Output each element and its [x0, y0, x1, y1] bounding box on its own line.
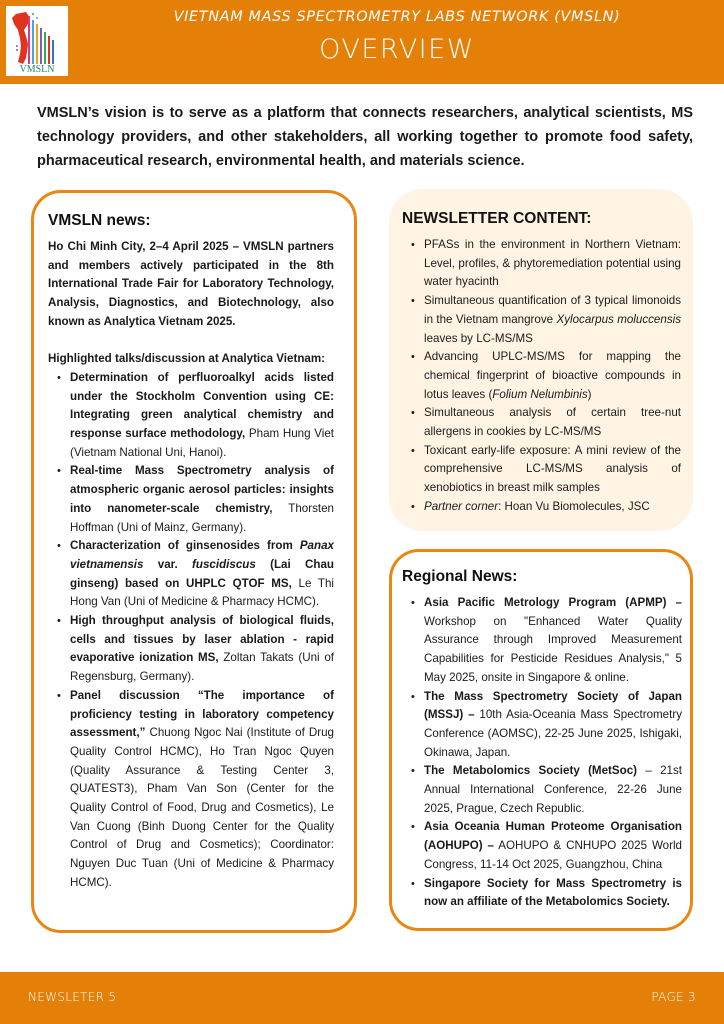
talk-item: • Characterization of ginsenosides from Panax vietnamensis var. fuscidiscus (Lai Chau ginseng) based on UHPLC QTOF MS, Le Thi Hong Van (Uni of Medicine & Pharmacy HCMC). — [70, 537, 334, 612]
highlighted-talks-heading: Highlighted talks/discussion at Analytica Vietnam: — [48, 352, 326, 366]
regional-item: • The Metabolomics Society (MetSoc) – 21st Annual International Conference, 22-26 June 2025, Prague, Czech Republic. — [424, 762, 682, 818]
newsletter-content-list — [402, 236, 681, 517]
content-item: • Simultaneous quantification of 3 typical limonoids in the Vietnam mangrove Xylocarpus moluccensis leaves by LC-MS/MS — [424, 292, 681, 348]
network-name: VIETNAM MASS SPECTROMETRY LABS NETWORK (VMSLN) — [173, 9, 621, 25]
newsletter-content-title: NEWSLETTER CONTENT: — [402, 210, 592, 227]
content-item: • Toxicant early-life exposure: A mini review of the comprehensive LC-MS/MS analysis of xenobiotics in breast milk samples — [424, 442, 681, 498]
regional-item: • The Mass Spectrometry Society of Japan (MSSJ) – 10th Asia-Oceania Mass Spectrometry Conference (AOMSC), 22-25 June 2025, Ishigaki, Okinawa, Japan. — [424, 688, 682, 763]
regional-news-list — [402, 594, 682, 912]
regional-news-box — [389, 549, 693, 931]
talk-item: • Panel discussion “The importance of proficiency testing in laboratory competency assessment,” Chuong Ngoc Nai (Institute of Drug Quality Control HCMC), Ho Tran Ngoc Quyen (Quality Assurance & Testing Center 3, QUATEST3), Pham Van Son (Center for the Quality Control of Food, Drug and Cosmetics), Le Van Cuong (Binh Duong Center for the Quality Control of Drug and Cosmetics); Coordinator: Nguyen Duc Tuan (Uni of Medicine & Pharmacy HCMC). — [70, 687, 334, 893]
content-item: • Partner corner: Hoan Vu Biomolecules, JSC — [424, 498, 681, 517]
content-item: • PFASs in the environment in Northern Vietnam: Level, profiles, & phytoremediation potential using water hyacinth — [424, 236, 681, 292]
vmsln-logo — [6, 6, 68, 76]
regional-item: • Singapore Society for Mass Spectrometry is now an affiliate of the Metabolomics Society. — [424, 875, 682, 912]
page-title: OVERVIEW — [319, 34, 475, 65]
content-item: • Simultaneous analysis of certain tree-nut allergens in cookies by LC-MS/MS — [424, 404, 681, 441]
vmsln-news-content — [48, 238, 334, 893]
content-item: • Advancing UPLC-MS/MS for mapping the chemical fingerprint of bioactive compounds in lotus leaves (Folium Nelumbinis) — [424, 348, 681, 404]
page-number: PAGE 3 — [651, 990, 696, 1004]
regional-item: • Asia Oceania Human Proteome Organisation (AOHUPO) – AOHUPO & CNHUPO 2025 World Congress, 11-14 Oct 2025, Guangzhou, China — [424, 818, 682, 874]
vmsln-news-title: VMSLN news: — [48, 212, 151, 229]
regional-news-title: Regional News: — [402, 568, 518, 585]
vision-statement: VMSLN’s vision is to serve as a platform that connects researchers, analytical scientists, MS technology providers, and other stakeholders, all working together to promote food safety, pharmaceutical research, environmental health, and materials science. — [37, 105, 693, 169]
newsletter-number: NEWSLETER 5 — [28, 990, 117, 1004]
header-banner — [0, 0, 724, 84]
vietnam-map-logo-icon — [6, 6, 68, 76]
talk-item: • High throughput analysis of biological fluids, cells and tissues by laser ablation - rapid evaporative ionization MS, Zoltan Takats (Uni of Regensburg, Germany). — [70, 612, 334, 687]
footer-banner — [0, 972, 724, 1024]
news-intro: Ho Chi Minh City, 2–4 April 2025 – VMSLN partners and members actively participated in the 8th International Trade Fair for Laboratory Technology, Analysis, Diagnostics, and Biotechnology, also known as Analytica Vietnam 2025. — [48, 240, 334, 328]
talk-item: • Real-time Mass Spectrometry analysis of atmospheric organic aerosol particles: insights into nanometer-scale chemistry, Thorsten Hoffman (Uni of Mainz, Germany). — [70, 462, 334, 537]
svg-text:VMSLN: VMSLN — [19, 64, 55, 75]
talks-list — [48, 369, 334, 893]
regional-item: • Asia Pacific Metrology Program (APMP) – Workshop on "Enhanced Water Quality Assurance through Improved Measurement Capabilities for Pesticide Residues Analysis," 5 May 2025, onsite in Singapore & online. — [424, 594, 682, 688]
newsletter-content-box — [389, 189, 693, 531]
vmsln-news-box — [31, 190, 357, 933]
talk-item: • Determination of perfluoroalkyl acids listed under the Stockholm Convention using CE: Integrating green analytical chemistry and response surface methodology, Pham Hung Viet (Vietnam National Uni, Hanoi). — [70, 369, 334, 463]
